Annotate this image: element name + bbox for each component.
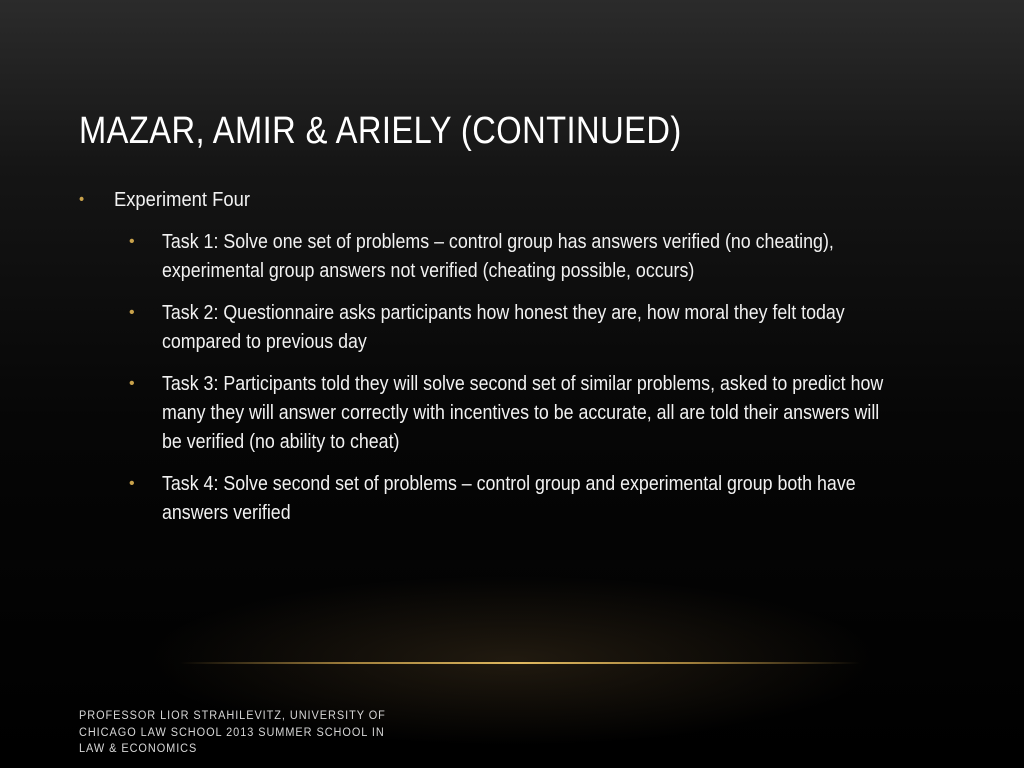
- sub-bullet-list: [79, 228, 939, 528]
- bullet-icon: •: [129, 375, 135, 392]
- sub-bullet-task-4: [79, 470, 914, 528]
- sub-bullet-text: Task 2: Questionnaire asks participants how honest they are, how moral they felt today compared to previous day: [162, 302, 845, 353]
- slide-content: [79, 186, 939, 541]
- bullet-icon: •: [129, 475, 135, 492]
- sub-bullet-task-3: [79, 370, 914, 457]
- sub-bullet-text: Task 4: Solve second set of problems – control group and experimental group both have answers verified: [162, 473, 856, 524]
- bullet-experiment-four: [79, 186, 870, 214]
- slide-title: MAZAR, AMIR & ARIELY (CONTINUED): [79, 110, 682, 152]
- bullet-icon: •: [79, 191, 85, 208]
- gold-divider-line: [180, 662, 860, 664]
- bullet-text: Experiment Four: [113, 189, 250, 211]
- sub-bullet-task-2: [79, 299, 914, 357]
- sub-bullet-text: Task 3: Participants told they will solve second set of similar problems, asked to predict how many they will answer correctly with incentives to be accurate, all are told their answers will be verified (no ability to cheat): [162, 373, 884, 453]
- slide-footer: PROFESSOR LIOR STRAHILEVITZ, UNIVERSITY OF CHICAGO LAW SCHOOL 2013 SUMMER SCHOOL IN LAW & ECONOMICS: [79, 710, 386, 755]
- bullet-icon: •: [129, 233, 135, 250]
- bullet-icon: •: [129, 304, 135, 321]
- sub-bullet-text: Task 1: Solve one set of problems – control group has answers verified (no cheating), experimental group answers not verified (cheating possible, occurs): [162, 231, 834, 282]
- sub-bullet-task-1: [79, 228, 914, 286]
